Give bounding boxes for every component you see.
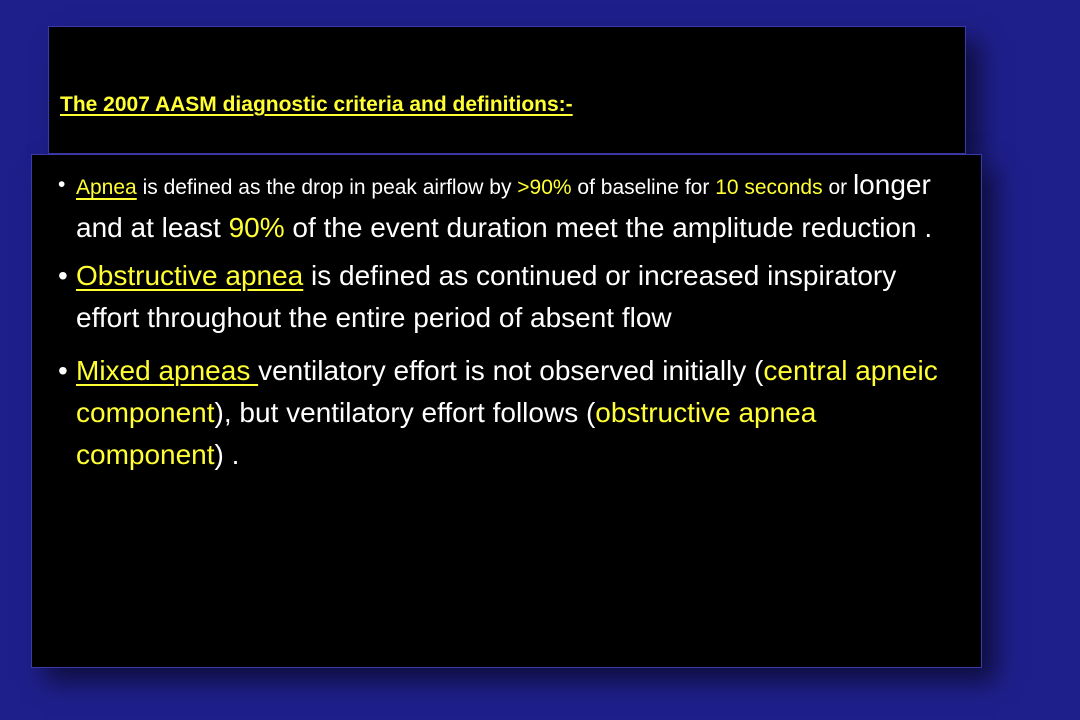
mixed-apneas-text-1: ventilatory effort is not observed initially (	[258, 355, 764, 386]
slide-title: The 2007 AASM diagnostic criteria and definitions:-	[60, 93, 573, 116]
mixed-apneas-text-3: ) .	[214, 439, 240, 470]
term-apnea: Apnea	[76, 176, 137, 199]
apnea-duration: 10 seconds	[715, 176, 823, 199]
apnea-text-5: of the event duration meet the amplitude reduction .	[284, 212, 933, 243]
term-obstructive-apnea: Obstructive apnea	[76, 260, 304, 291]
apnea-text-4: longer and at least	[76, 169, 931, 243]
definition-list	[58, 165, 963, 487]
apnea-text-3: or	[822, 176, 853, 199]
term-mixed-apneas: Mixed apneas	[76, 355, 259, 386]
apnea-threshold: >90%	[517, 176, 572, 199]
title-panel	[48, 26, 966, 154]
mixed-apneas-text-2: ), but ventilatory effort follows (	[214, 397, 596, 428]
apnea-text-1: is defined as the drop in peak airflow by	[136, 176, 518, 199]
apnea-percent: 90%	[228, 212, 285, 243]
content-panel	[31, 154, 982, 668]
central-apneic-component: central apneic component	[76, 355, 938, 428]
mixed-apneas-definition	[58, 350, 963, 476]
obstructive-apnea-component: obstructive apnea component	[76, 397, 817, 470]
obstructive-apnea-definition	[58, 255, 963, 339]
obstructive-apnea-text: is defined as continued or increased inspiratory effort throughout the entire period of absent flow	[76, 260, 897, 333]
apnea-text-2: of baseline for	[571, 176, 716, 199]
apnea-definition	[58, 165, 963, 251]
